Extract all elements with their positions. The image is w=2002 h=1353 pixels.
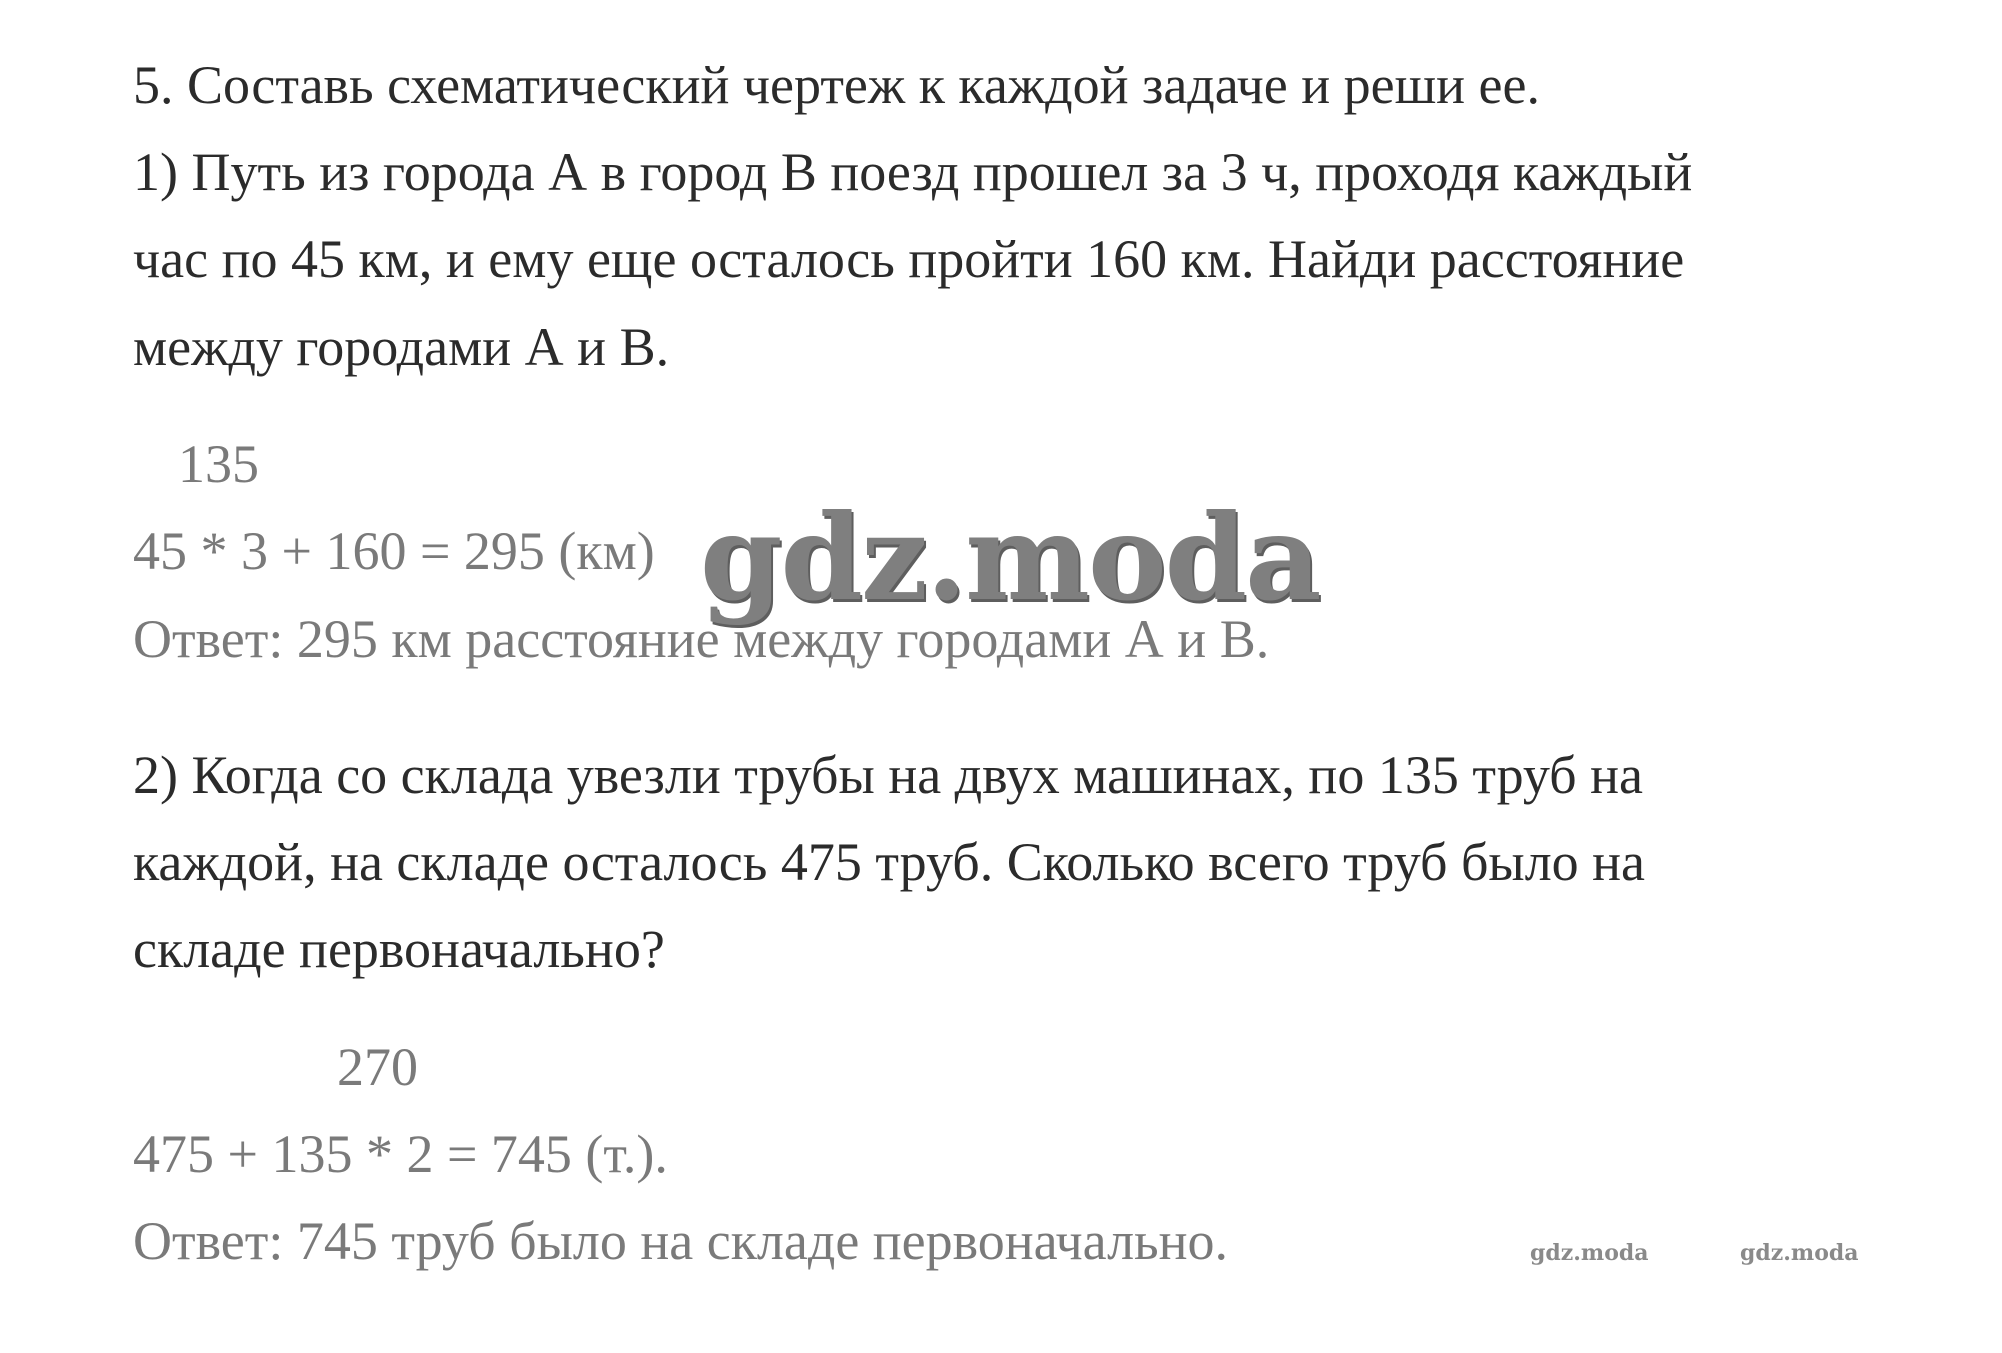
problem-1-solution: 45 * 3 + 160 = 295 (км) [133, 521, 655, 581]
problem-2-line: 2) Когда со склада увезли трубы на двух машинах, по 135 труб на [133, 745, 1643, 805]
problem-1-answer: Ответ: 295 км расстояние между городами А и В. [133, 609, 1270, 669]
problem-2-answer: Ответ: 745 труб было на складе первоначально. [133, 1211, 1229, 1271]
problem-2-intermediate: 270 [337, 1037, 418, 1097]
exercise-heading: 5. Составь схематический чертеж к каждой задаче и реши ее. [133, 55, 1540, 115]
watermark-small: gdz.moda [1740, 1240, 1859, 1266]
watermark-logo: gdz.moda [700, 488, 1320, 627]
problem-2-solution: 475 + 135 * 2 = 745 (т.). [133, 1124, 668, 1184]
problem-1-line: час по 45 км, и ему еще осталось пройти 160 км. Найди расстояние [133, 229, 1685, 289]
problem-2-line: каждой, на складе осталось 475 труб. Сколько всего труб было на [133, 832, 1646, 892]
watermark-small: gdz.moda [1530, 1240, 1649, 1266]
problem-1-line: между городами А и В. [133, 317, 670, 377]
problem-1-line: 1) Путь из города А в город В поезд прошел за 3 ч, проходя каждый [133, 142, 1693, 202]
problem-1-intermediate: 135 [178, 434, 259, 494]
problem-2-line: складе первоначально? [133, 919, 665, 979]
